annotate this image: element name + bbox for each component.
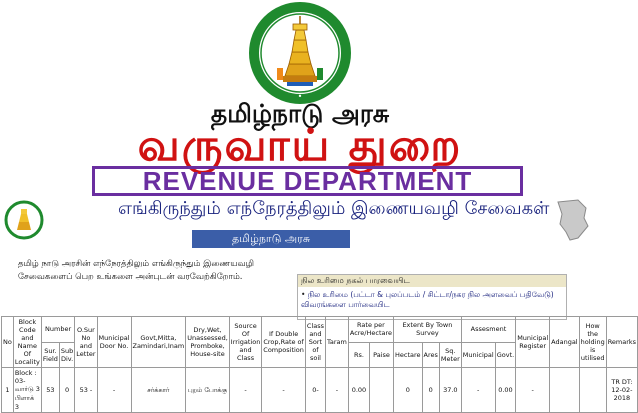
cell-hectare: 0 [394,368,423,413]
svg-text:•: • [297,92,303,101]
cell-sqm: 37.0 [439,368,461,413]
tn-emblem [233,4,367,102]
government-name: தமிழ்நாடு அரசு [210,99,390,128]
col-extent: Extent By Town Survey [394,317,462,343]
cell-rs: 0.00 [348,368,369,413]
col-remarks: Remarks [606,317,637,368]
welcome-text: தமிழ் நாடு அரசின் எந்நேரத்திலும் எங்கிருந்தும் இணையவழி சேவைகளைப் பெற உங்களை அன்புடன் வரவேற்கிறோம். [18,259,255,282]
col-assessment: Assesment [461,317,515,343]
table-header-row [2,317,638,343]
cell-utilised [579,368,606,413]
col-govt: Govt,Mitta, Zamindari,Inam [131,317,186,368]
col-double: If Double Crop,Rate of Composition [262,317,306,368]
col-osur: O.Sur No and Letter [75,317,97,368]
cell-paise [370,368,394,413]
col-door: Municipal Door No. [97,317,131,368]
notice-box [297,274,567,320]
department-name-english: REVENUE DEPARTMENT [92,166,523,196]
notice-title: நில உரிமை நகல் பாரவையிட [298,275,566,287]
col-govt-assess: Govt. [495,342,515,368]
cell-remarks: TR DT: 12-02-2018 [606,368,637,413]
col-rate: Rate per Acre/Hectare [348,317,393,343]
col-hectare: Hectare [394,342,423,368]
cell-block: Block : 03- வார்டு 3 பிளாக் 3 [14,369,40,411]
col-rs: Rs. [348,342,369,368]
small-emblem-icon [4,198,44,242]
col-class: Class and Sort of soil [305,317,325,368]
portal-header [0,196,600,252]
col-irrigation: Source Of Irrigation and Class [229,317,262,368]
cell-dry: புறம் போக்கு [186,368,230,413]
notice-link[interactable]: நில உரிமை (பட்டா & புலப்படம் / சிட்டா/நகர நில அளவைப் பதிவேடு) விவரங்களை பார்வையிட [301,290,554,309]
notice-body [298,287,566,313]
cell-adangal [550,368,579,413]
col-dry: Dry,Wet, Unassessed, Promboke, House-site [186,317,230,368]
cell-double: - [262,368,306,413]
cell-osur: 53 - [75,368,97,413]
col-block: Block Code and Name Of Locality [14,318,40,366]
col-municipal: Municipal [461,342,495,368]
cell-ares: 0 [422,368,439,413]
land-record-table [1,316,638,413]
col-sub-div: Sub Div. [59,342,74,368]
table-row [2,368,638,413]
col-adangal: Adangal [550,317,579,368]
cell-class: 0- [305,368,325,413]
col-sqm: Sq. Meter [439,342,461,368]
nav-bar[interactable]: தமிழ்நாடு அரசு [192,230,350,248]
portal-screenshot [0,196,637,413]
cell-survey-field: 53 [41,368,59,413]
cell-irrigation: - [229,368,262,413]
col-paise: Paise [370,342,394,368]
cell-sub-div: 0 [59,368,74,413]
col-utilised: How the holding is utilised [579,317,606,368]
col-ares: Ares [422,342,439,368]
col-register: Municipal Register [516,317,550,368]
cell-municipal: - [461,368,495,413]
col-number: Number [41,317,74,343]
cell-taram: - [326,368,349,413]
col-taram: Taram [326,317,349,368]
department-name-tamil: வருவாய் துறை [137,120,463,171]
cell-door: - [97,368,131,413]
cell-govt: சர்க்கார் [131,368,186,413]
col-survey-field: Sur. Field [41,342,59,368]
tamilnadu-map-icon [548,198,594,242]
cell-govt-assess: 0.00 [495,368,515,413]
portal-tagline: எங்கிருந்தும் எந்நேரத்திலும் இணையவழி சேவைகள் [118,198,550,219]
col-no: No [2,317,14,368]
cell-register: - [516,368,550,413]
cell-no: 1 [2,368,14,413]
bullet-icon: • [301,290,308,299]
